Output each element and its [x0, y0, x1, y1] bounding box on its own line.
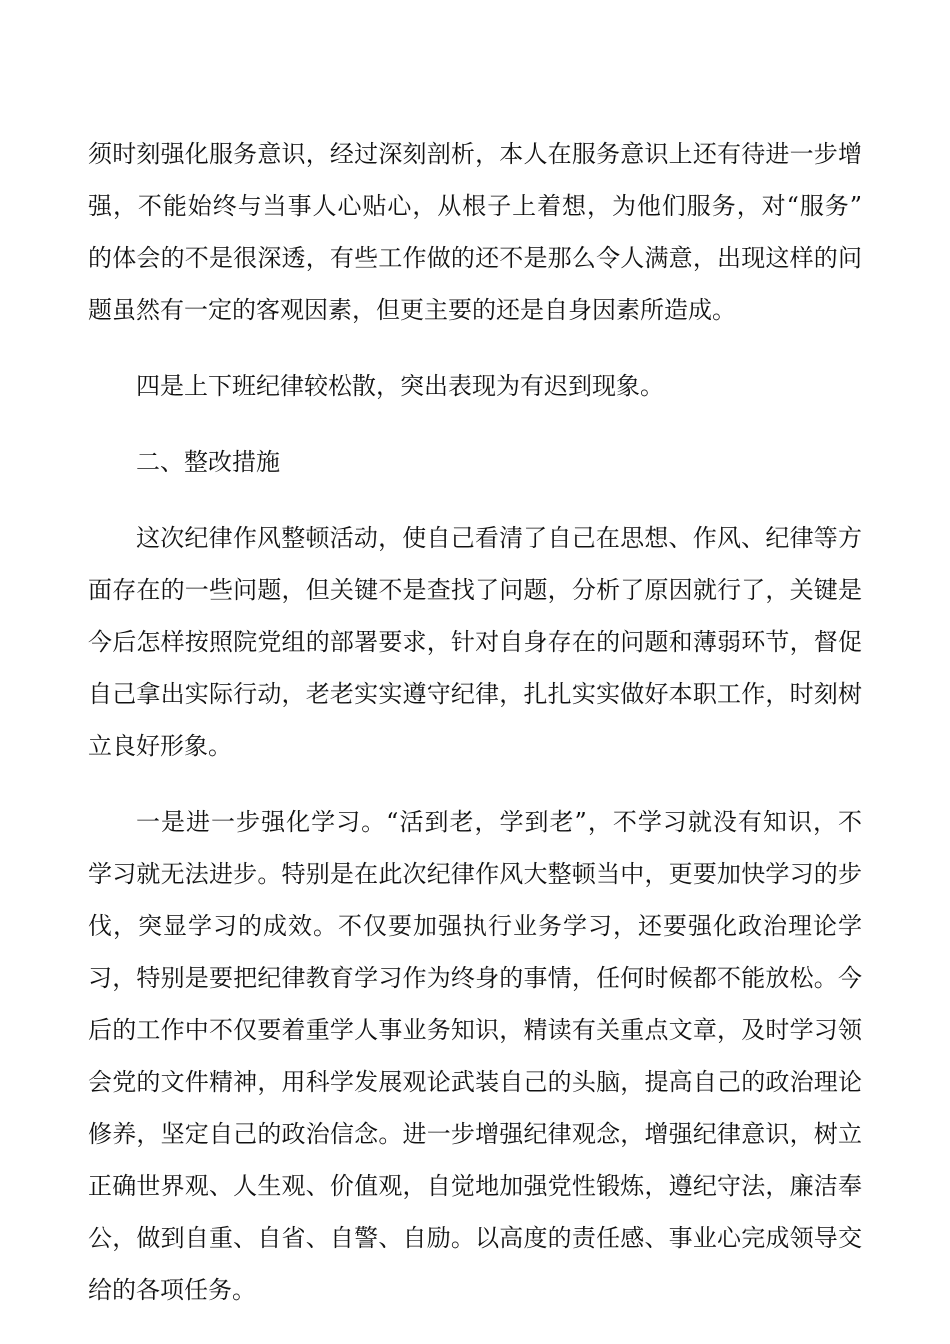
text-line: 公，做到自重、自省、自警、自励。以高度的责任感、事业心完成领导交: [88, 1224, 862, 1252]
paragraph-service-awareness: [88, 128, 862, 336]
paragraph-discipline-issue: [88, 360, 862, 412]
text-line: 会党的文件精神，用科学发展观论武装自己的头脑，提高自己的政治理论: [88, 1068, 862, 1096]
text-line: 四是上下班纪律较松散，突出表现为有迟到现象。: [136, 372, 664, 400]
text-line: 题虽然有一定的客观因素，但更主要的还是自身因素所造成。: [88, 296, 736, 324]
text-line: 这次纪律作风整顿活动，使自己看清了自己在思想、作风、纪律等方: [136, 524, 862, 552]
section-heading: 二、整改措施: [136, 448, 280, 476]
text-line: 后的工作中不仅要着重学人事业务知识，精读有关重点文章，及时学习领: [88, 1016, 862, 1044]
text-line: 给的各项任务。: [88, 1276, 256, 1304]
text-line: 习，特别是要把纪律教育学习作为终身的事情，任何时候都不能放松。今: [88, 964, 862, 992]
paragraph-strengthen-learning: [88, 796, 862, 1316]
text-line: 今后怎样按照院党组的部署要求，针对自身存在的问题和薄弱环节，督促: [88, 628, 862, 656]
text-line: 一是进一步强化学习。“活到老，学到老”，不学习就没有知识，不: [136, 808, 862, 836]
text-line: 自己拿出实际行动，老老实实遵守纪律，扎扎实实做好本职工作，时刻树: [88, 680, 862, 708]
text-line: 修养，坚定自己的政治信念。进一步增强纪律观念，增强纪律意识，树立: [88, 1120, 862, 1148]
text-line: 伐，突显学习的成效。不仅要加强执行业务学习，还要强化政治理论学: [88, 912, 862, 940]
text-line: 学习就无法进步。特别是在此次纪律作风大整顿当中，更要加快学习的步: [88, 860, 862, 888]
text-line: 正确世界观、人生观、价值观，自觉地加强党性锻炼，遵纪守法，廉洁奉: [88, 1172, 862, 1200]
text-line: 须时刻强化服务意识，经过深刻剖析，本人在服务意识上还有待进一步增: [88, 140, 862, 168]
text-line: 面存在的一些问题，但关键不是查找了问题，分析了原因就行了，关键是: [88, 576, 862, 604]
text-line: 立良好形象。: [88, 732, 232, 760]
text-line: 的体会的不是很深透，有些工作做的还不是那么令人满意，出现这样的问: [88, 244, 862, 272]
paragraph-rectification-intro: [88, 512, 862, 772]
text-line: 强，不能始终与当事人心贴心，从根子上着想，为他们服务，对“服务”: [88, 192, 862, 220]
section-heading-rectification: [88, 436, 862, 488]
document-body: [88, 128, 862, 1316]
